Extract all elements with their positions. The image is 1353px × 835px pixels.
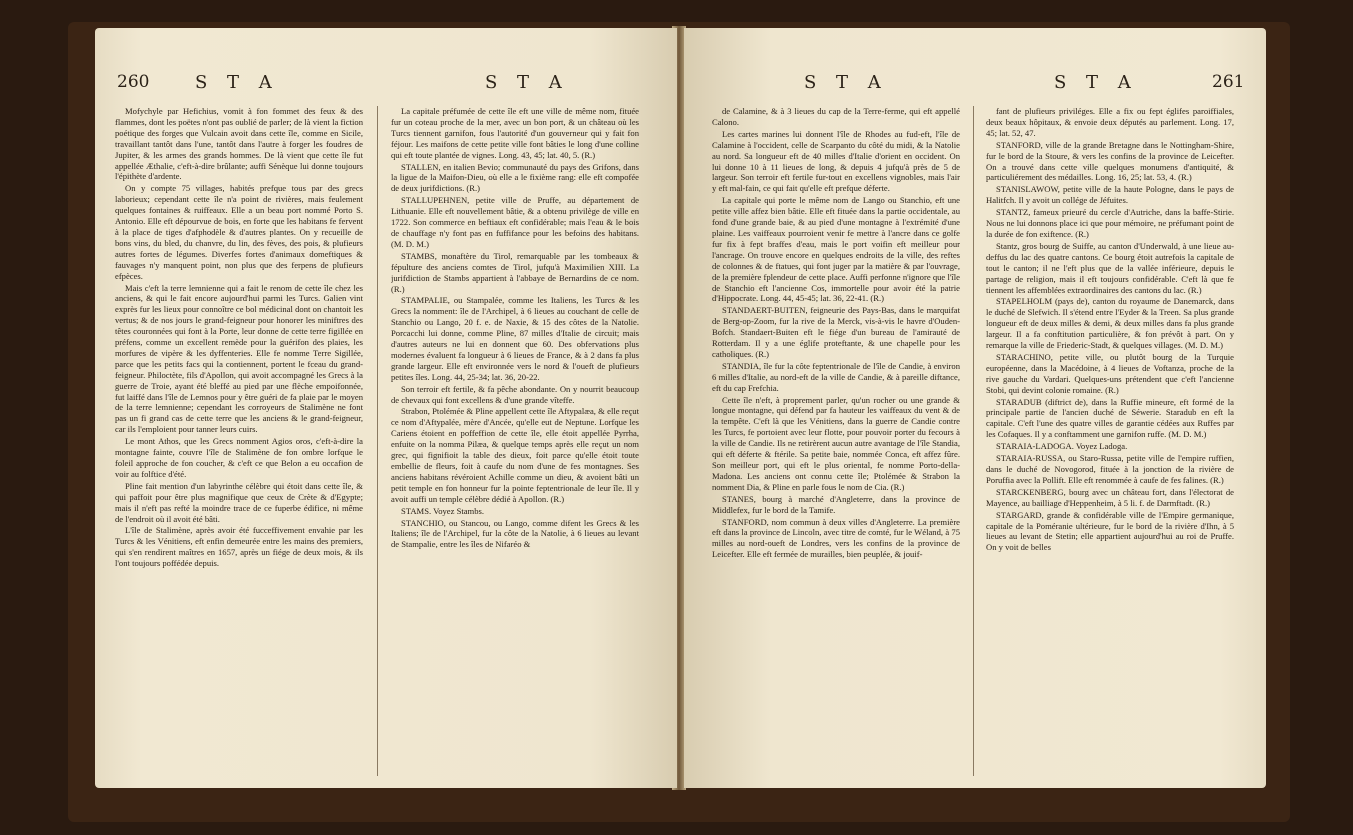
paragraph: STAMS. Voyez Stambs. <box>401 505 485 516</box>
paragraph: STARCKENBERG, bourg avec un château fort, dans l'électorat de Mayence, au bailliage d'Heppenheim, à 5 li. f. de Darmftadt. (R.) <box>986 486 1234 508</box>
paragraph: STANISLAWOW, petite ville de la haute Pologne, dans le pays de Halitfch. Il y avoit un collége de Jéfuites. <box>986 184 1234 206</box>
left-column-2 <box>391 106 639 786</box>
paragraph: STANFORD, nom commun à deux villes d'Angleterre. La première eft dans la province de Lincoln, avec titre de comté, fur le Wéland, à 75 milles au nord-oueft de Londres, vers les confins de la province de Leicefter. Elle eft fermée de murailles, bien peuplée, & jouif- <box>712 516 960 560</box>
running-head-left-b: S T A <box>485 72 569 93</box>
left-column-1 <box>115 106 363 786</box>
running-head-right-b: S T A <box>1054 72 1138 93</box>
paragraph: STALLEN, en italien Bevio; communauté du pays des Grifons, dans la ligue de la Maifon-Dieu, où elle a le fixième rang: elle eft compofée de deux jurifdictions. (R.) <box>391 161 639 194</box>
paragraph: STARACHINO, petite ville, ou plutôt bourg de la Turquie européenne, dans la Macédoine, à 4 lieues de Voftanza, proche de la rive gauche du Vardari. Quelques-uns prétendent que c'eft l'ancienne Stobi, qui devint colonie romaine. (R.) <box>986 351 1234 395</box>
running-head-left-a: S T A <box>195 72 279 93</box>
page-number-right: 261 <box>1212 72 1245 92</box>
paragraph: La capitale préfumée de cette île eft une ville de même nom, fituée fur un coteau proche de la mer, avec un bon port, & un château où les Turcs tiennent garnifon, fous l'autorité d'un gouverneur qui y fait fon féjour. Les maifons de cette petite ville font bâties le long d'une colline qui eft toute plantée de vignes. Long. 43, 45; lat. 40, 5. (R.) <box>391 106 639 160</box>
paragraph: Cette île n'eft, à proprement parler, qu'un rocher ou une grande & longue montagne, qui défend par fa hauteur les vaiffeaux du vent & de la tempête. C'eft là que les Vénitiens, dans la guerre de Candie contre les Turcs, fe portoient avec leur flotte, pour pouvoir porter du fecours à la ville de Candie. Ils ne retirèrent aucun autre avantage de l'île Standia, qui eft déferte & ftérile. Sa petite baie, nommée Conca, eft affez fûre. Son meilleur port, qui eft le plus oriental, fe nomme Porto-della-Madona. Les anciens ont connu cette île; Ptolémée & Strabon la nomment Dia, & Pline en parle fous le nom de Cia. (R.) <box>712 394 960 492</box>
paragraph: STANCHIO, ou Stancou, ou Lango, comme difent les Grecs & les Italiens; île de l'Archipel, fur la côte de la Natolie, à 6 lieues au levant de Stampalie, entre les îles de Nifaréo & <box>391 517 639 550</box>
column-rule-left <box>377 106 378 776</box>
page-number-left: 260 <box>117 72 150 92</box>
paragraph: STARAIA-RUSSA, ou Staro-Russa, petite ville de l'empire ruffien, dans le duché de Novogorod, fituée à la jonction de la rivière de Poruffia avec la Pollift. Elle eft renommée à caufe de fes falines. (R.) <box>986 453 1234 485</box>
column-rule-right <box>973 106 974 776</box>
paragraph: Le mont Athos, que les Grecs nomment Agios oros, c'eft-à-dire la montagne fainte, couvre l'île de Stalimène de fon ombre lorfque le foleil approche de fon coucher, & c'eft ce que Belon a eu occafion de voir au folftice d'été. <box>115 436 363 479</box>
paragraph: STAPELHOLM (pays de), canton du royaume de Danemarck, dans le duché de Slefwich. Il s'étend entre l'Eyder & la Treen. Sa plus grande longueur eft de deux milles & demi, & deux milles dans fa plus grande largeur. Il a fa conftitution particulière, & fon prévôt à part. On y remarque la ville de Friederic-Stadt, & quelques villages. (M. D. M.) <box>986 296 1234 351</box>
left-page <box>95 28 677 788</box>
paragraph: STANFORD, ville de la grande Bretagne dans le Nottingham-Shire, fur le bord de la Stoure, & vers les confins de la province de Leicefter. On a trouvé dans cette ville quelques monumens d'antiquité, & particuliérement des médailles. Long. 16, 25; lat. 53, 4. (R.) <box>986 139 1234 183</box>
paragraph: STANDAERT-BUITEN, feigneurie des Pays-Bas, dans le marquifat de Berg-op-Zoom, fur la rive de la Merck, vis-à-vis le havre d'Ouden-Bofch. Standaert-Buiten eft le fiége d'un bureau de l'amirauté de Rotterdam. Il y a une églife proteftante, & une chapelle pour les catholiques. (R.) <box>712 305 960 359</box>
paragraph: STARAIA-LADOGA. Voyez Ladoga. <box>996 441 1128 452</box>
paragraph: Les cartes marines lui donnent l'île de Rhodes au fud-eft, l'île de Calamine à l'occident, celle de Scarpanto du côté du midi, & la Natolie au nord. Sa longueur eft de 40 milles d'Italie d'orient en occident. On lui donne 10 à 11 lieues de long, & depuis 4 jufqu'à près de 5 de largeur. Son terroir eft fertile fur-tout en excellens vignobles, mais l'air y eft mal-fain, ce qui fait qu'elle eft prefque déferte. <box>712 128 960 194</box>
paragraph: STARGARD, grande & confidérable ville de l'Empire germanique, capitale de la Poméranie ultérieure, fur le bord de la rivière d'Ihn, à 5 lieues au levant de Stetin; elle appartient aujourd'hui au roi de Pruffe. On y voit de belles <box>986 509 1234 553</box>
paragraph: Mais c'eft la terre lemnienne qui a fait le renom de cette île chez les anciens, & qui le fait encore aujourd'hui parmi les Turcs. Galien vint exprès fur les lieux pour connoître ce bol médicinal dont on chantoit les vertus; & de nos jours le grand-feigneur pour honorer les miniftres des têtes couronnées qui font à la Porte, leur donne de cette terre figillée en préfens, comme un excellent remède pour la guérifon des plaies, les morfures de vipère & les dyffenteries. Elle fe nomme Terre Sigillée, parce que les petits facs qui la contiennent, portent le fceau du grand-feigneur. Philoctète, fils d'Apollon, qui avoit accompagné les Grecs à la guerre de Troie, ayant été bleffé au pied par une flèche empoifonnée, fut laiffé dans l'île de Lemnos pour y être guéri de fa plaie par le moyen de la terre lemnienne; cependant les corroyeurs de Stalimène ne font pas un fi grand cas de cette terre que les anciens & le grand-feigneur, car ils l'emploient pour tanner leurs cuirs. <box>115 282 363 435</box>
paragraph: fant de plufieurs priviléges. Elle a fix ou fept églifes paroiffiales, deux beaux hôpitaux, & envoie deux députés au parlement. Long. 17, 45; lat. 52, 47. <box>986 106 1234 138</box>
paragraph: STANTZ, fameux prieuré du cercle d'Autriche, dans la baffe-Stirie. Nous ne lui donnons place ici que pour mémoire, ne préfumant point de la durée de fon exiftence. (R.) <box>986 207 1234 239</box>
paragraph: STANDIA, île fur la côte feptentrionale de l'île de Candie, à environ 6 milles d'Italie, au nord-eft de la ville de Candie, & à pareille diftance, eft du cap Frefchia. <box>712 360 960 393</box>
paragraph: Stantz, gros bourg de Suiffe, au canton d'Underwald, à une lieue au-deffus du lac des quatre cantons. Ce bourg étoit autrefois la capitale de tout le canton; il ne l'eft plus que de la vallée inférieure, depuis le partage de religion, mais il eft toujours confidérable. C'eft là que fe tiennent les affemblées extraordinaires des cantons du lac. (R.) <box>986 240 1234 295</box>
paragraph: STANES, bourg à marché d'Angleterre, dans la province de Middlefex, fur le bord de la Tamife. <box>712 493 960 515</box>
paragraph: STALLUPEHNEN, petite ville de Pruffe, au département de Lithuanie. Elle eft nouvellement bâtie, & a obtenu privilège de ville en 1722. Son commerce en beftiaux eft confidérable; mais l'eau & le bois de chauffage n'y font pas en fuffifance pour les befoins des habitans. (M. D. M.) <box>391 195 639 249</box>
running-head-right-a: S T A <box>804 72 888 93</box>
paragraph: Mofychyle par Hefichius, vomit à fon fommet des feux & des flammes, dont les poëtes n'ont pas oublié de parler; de là vient la fiction poétique des forges que Vulcain avoit dans cette île, comme en Sicile, travaillant tantôt dans l'une, tantôt dans l'autre à forger les foudres de Jupiter, & les armes des grands hommes. De là vient que cette île fut appellée Æthalie, c'eft-à-dire brûlante; auffi Sénèque lui donne toujours l'épithète d'ardente. <box>115 106 363 182</box>
paragraph: Pline fait mention d'un labyrinthe célèbre qui étoit dans cette île, & qui paffoit pour être plus magnifique que ceux de Crète & d'Egypte; mais il n'eft pas refté la moindre trace de ce fuperbe édifice, ni même de l'endroit où il avoit été bâti. <box>115 480 363 524</box>
paragraph: STAMBS, monaftère du Tirol, remarquable par les tombeaux & fépulture des anciens comtes de Tirol, jufqu'à Maximilien XIII. La jurifdiction de Stambs appartient à l'abbaye de Bernardins de ce nom. (R.) <box>391 250 639 294</box>
right-column-1 <box>712 106 960 786</box>
paragraph: Son terroir eft fertile, & fa pêche abondante. On y nourrit beaucoup de chevaux qui font excellens & d'une grande vîteffe. <box>391 383 639 405</box>
right-column-2 <box>986 106 1234 786</box>
paragraph: STARADUB (diftrict de), dans la Ruffie mineure, eft formé de la principale partie de l'ancien duché de Séwerie. Staradub en eft la capitale. C'eft l'une des quatre villes de garantie cédées aux Ruffes par les Cofaques. Il y a conftamment une garnifon ruffe. (M. D. M.) <box>986 396 1234 440</box>
paragraph: La capitale qui porte le même nom de Lango ou Stanchio, eft une petite ville affez bien bâtie. Elle eft fituée dans la partie occidentale, au fond d'une grande baie, & au pied d'une montagne à l'extrémité d'une plaine. Les vaiffeaux pourroient venir fe mettre à l'ancre dans ce golfe fur fix à fept braffes d'eau, mais le port voifin eft meilleur pour l'ancrage. On trouve encore en quelques endroits de la ville, des reftes de colonnes & de ftatues, qui font juger par la matière & par l'ouvrage, de la première fplendeur de cette place. Auffi perfonne n'ignore que l'île de Stanchio eft l'ancienne Cos, immortelle pour avoir été la patrie d'Hippocrate. Long. 44, 45-45; lat. 36, 22-41. (R.) <box>712 195 960 304</box>
right-page <box>684 28 1266 788</box>
paragraph: de Calamine, & à 3 lieues du cap de la Terre-ferme, qui eft appellé Calono. <box>712 106 960 127</box>
paragraph: STAMPALIE, ou Stampalée, comme les Italiens, les Turcs & les Grecs la nomment: île de l'Archipel, à 6 lieues au couchant de celle de Stanchio ou Lango, 20 f. e. de Naxie, & 15 des côtes de la Natolie. Porcacchi lui donne, comme Pline, 87 milles d'Italie de circuit; mais d'autres auteurs ne lui en donnent que 60. Des obfervations plus modernes évaluent fa longueur à 6 lieues de France, & à 2 dans fa plus grande largeur. Elle eft environnée vers le nord & l'oueft de plufieurs petites îles. Long. 44, 25-34; lat. 36, 20-22. <box>391 295 639 382</box>
paragraph: Strabon, Ptolémée & Pline appellent cette île Aftypalæa, & elle reçut ce nom d'Aftypalée, mère d'Ancée, qu'elle eut de Neptune. Lorfque les Cariens étoient en poffeffion de cette île, elle étoit appellée Pyrrha, enfuite on la nomma Pilæa, & quelque temps après elle reçut un nom grec, qui fignifioit la table des dieux, foit parce qu'elle étoit toute embellie de fleurs, foit à caufe du nom d'une de fes montagnes. Ses anciens habitans révéroient Achille comme un dieu, & avoient bâti un petit temple en fon honneur fur la pointe feptentrionale de leur île. Il y avoit auffi un temple célèbre dédié à Apollon. (R.) <box>391 406 639 504</box>
paragraph: L'île de Stalimène, après avoir été fucceffivement envahie par les Turcs & les Vénitiens, eft enfin demeurée entre les mains des premiers, qui s'en rendirent maîtres en 1657, après un fiége de deux mois, & ils l'ont toujours poffédée depuis. <box>115 525 363 569</box>
paragraph: On y compte 75 villages, habités prefque tous par des grecs laborieux; cependant cette île n'a point de rivières, mais feulement quelques fontaines & ruiffeaux. Elle a un beau port nommé Porto S. Antonio. Elle eft dépourvue de bois, en forte que les habitans fe fervent à la place de tiges d'afphodèle & d'autres plantes. On y recueille de bons vins, du bled, du chanvre, du lin, des fèves, des pois, & plufieurs autres fortes de légumes. Diverfes fortes d'animaux domeftiques & fauvages n'y manquent point, non plus que des ferpens de plufieurs efpèces. <box>115 183 363 281</box>
